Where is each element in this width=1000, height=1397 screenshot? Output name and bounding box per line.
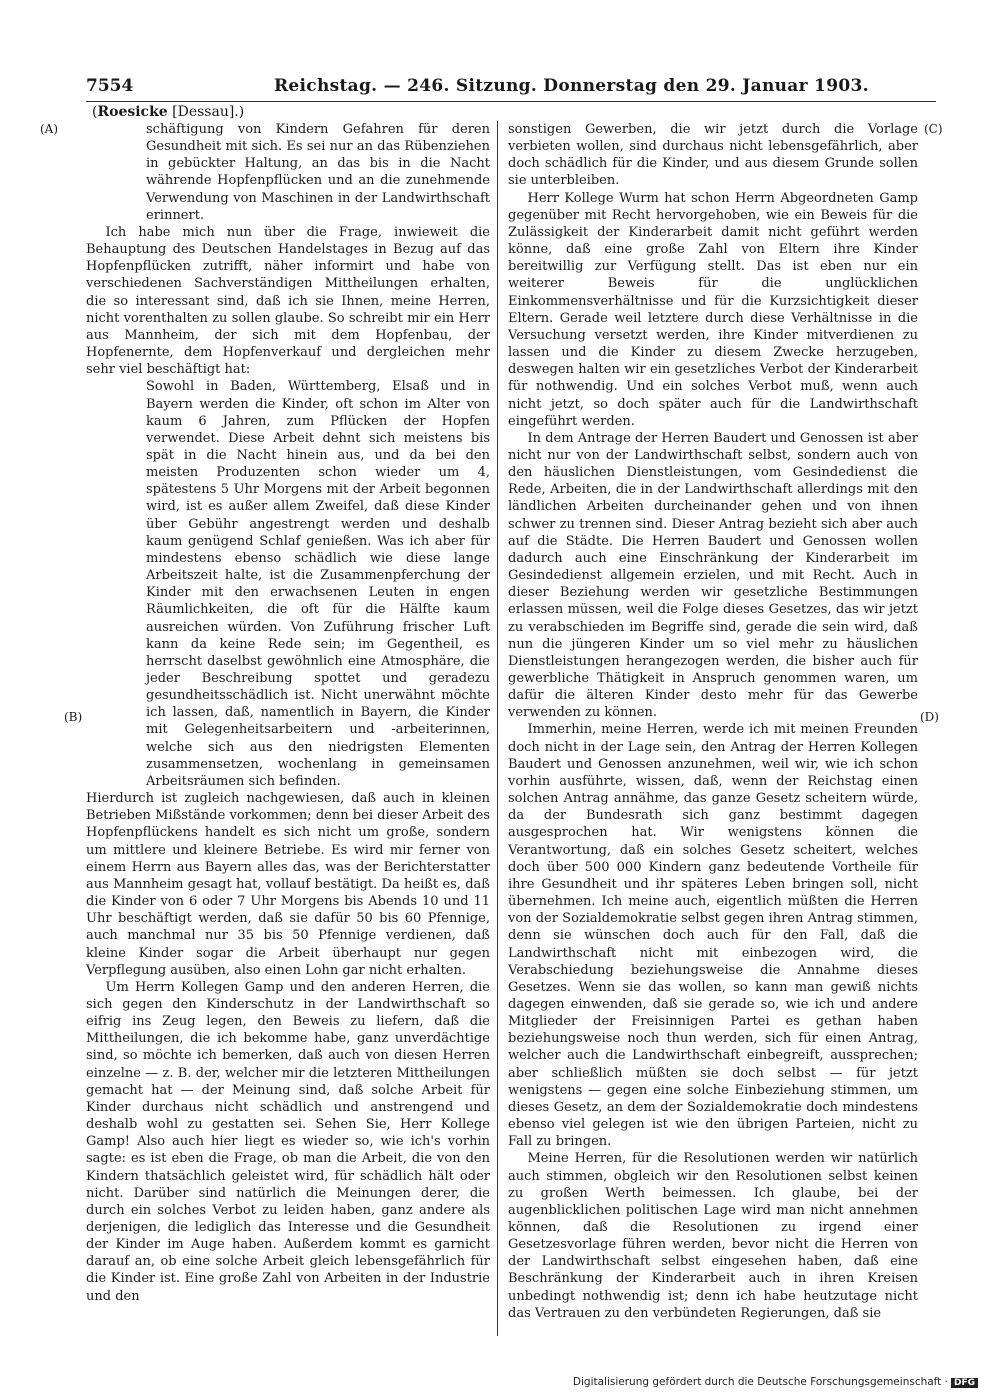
dfg-logo-icon: DFG (951, 1378, 978, 1388)
credit-text: Digitalisierung gefördert durch die Deutsche Forschungsgemeinschaft · (572, 1376, 948, 1388)
paragraph: Herr Kollege Wurm hat schon Herrn Abgeordneten Gamp gegenüber mit Recht hervorgehoben, wie ein Beweis für die Zulässigkeit der Kinderarbeit damit nicht geführt werden könne, daß eine große Zahl von Eltern ihre Kinder bereitwillig zur Verfügung stellt. Das ist eben nur ein weiterer Beweis für die unglücklichen Einkommensverhältnisse und für die Kurzsichtigkeit dieser Eltern. Gerade weil letztere durch diese Verhältnisse in die Versuchung versetzt werden, ihre Kinder mitverdienen zu lassen und die Kinder zu diesem Zwecke herzugeben, deswegen halten wir ein gesetzliches Verbot der Kinderarbeit für nothwendig. Und ein solches Verbot muß, wenn auch nicht jetzt, so doch später auch für die Landwirthschaft eingeführt werden. (508, 190, 918, 429)
quotation (146, 378, 490, 790)
paragraph: Meine Herren, für die Resolutionen werden wir natürlich auch stimmen, obgleich wir den Resolutionen selbst keinen zu großen Werth beimessen. Ich glaube, bei der augenblicklichen politischen Lage wird man nicht annehmen können, daß die Resolutionen zu irgend einer Gesetzesvorlage führen werden, bevor nicht die Herren von der Landwirthschaft selbst eingesehen haben, daß eine Beschränkung der Kinderarbeit auch in ihren Kreisen unbedingt nothwendig ist; denn ich habe heutzutage nicht das Vertrauen zu den verbündeten Regierungen, daß sie (508, 1151, 918, 1321)
page-header (86, 74, 936, 100)
column-divider (497, 121, 498, 1336)
left-column (86, 121, 490, 1305)
header-rule (86, 101, 936, 102)
quotation-text: Sowohl in Baden, Württemberg, Elsaß und in Bayern werden die Kinder, oft schon im Alter von kaum 6 Jahren, zum Pflücken der Hopfen verwendet. Diese Arbeit dehnt sich meistens bis spät in die Nacht hinein aus, und da bei den meisten Produzenten schon wieder um 4, spätestens 5 Uhr Morgens mit der Arbeit begonnen wird, ist es außer allem Zweifel, daß diese Kinder über Gebühr angestrengt werden und deshalb kaum genügend Schlaf genießen. Was ich aber für mindestens ebenso schädlich wie diese lange Arbeitszeit halte, ist die Zusammenpferchung der Kinder mit den erwachsenen Leuten in engen Räumlichkeiten, die oft für die Hälfte kaum ausreichen würden. Von Zuführung frischer Luft kann da keine Rede sein; im Gegentheil, es herrscht daselbst gewöhnlich eine Atmosphäre, die jeder Beschreibung spottet und geradezu gesundheitsschädlich ist. Nicht unerwähnt möchte ich lassen, daß, namentlich in Bayern, die Kinder mit Gelegenheitsarbeitern und -arbeiterinnen, welche sich aus den niedrigsten Elementen zusammensetzen, wochenlang in gemeinsamen Arbeitsräumen sich befinden. (146, 379, 490, 789)
speaker-line: (Roesicke [Dessau].) (92, 104, 245, 120)
page-number: 7554 (86, 76, 134, 96)
paragraph: In dem Antrage der Herren Baudert und Genossen ist aber nicht nur von der Landwirthschaft selbst, sondern auch von den häuslichen Dienstleistungen, vom Gesindedienst die Rede, Arbeiten, die in der Landwirthschaft allerdings mit den ländlichen Arbeiten durcheinander gehen und von ihnen schwer zu trennen sind. Dieser Antrag bezieht sich aber auch auf die Städte. Die Herren Baudert und Genossen wollen dadurch auch eine Einschränkung der Kinderarbeit im Gesindedienst allgemein erzielen, und mit Recht. Auch in dieser Beziehung werden wir gesetzliche Bestimmungen erlassen müssen, weil die Folge dieses Gesetzes, das wir jetzt zu verabschieden im Begriffe sind, gerade die sein wird, daß nun die jüngeren Kinder um so viel mehr zu häuslichen Dienstleistungen herangezogen werden, die bisher auch für gewerbliche Thätigkeit in Anspruch genommen waren, um dafür die älteren Kinder desto mehr für das Gewerbe verwenden zu können. (508, 430, 918, 721)
margin-marker-b: (B) (64, 710, 83, 724)
paragraph: Immerhin, meine Herren, werde ich mit meinen Freunden doch nicht in der Lage sein, den Antrag der Herren Kollegen Baudert und Genossen anzunehmen, weil wir, wie ich schon vorhin ausführte, wissen, daß, wenn der Reichstag einen solchen Antrag annähme, das ganze Gesetz scheitern würde, da der Bundesrath sich ganz bestimmt dagegen ausgesprochen hat. Wir wenigstens können die Verantwortung, daß ein solches Gesetz scheitert, welches doch über 500 000 Kindern ganz bedeutende Vortheile für ihre Gesundheit und ihr späteres Leben bringen soll, nicht übernehmen. Ich meine auch, eigentlich müßten die Herren von der Sozialdemokratie selbst gegen ihren Antrag stimmen, denn sie wünschen doch auch für den Fall, daß die Landwirthschaft nicht mit einbezogen wird, die Verabschiedung beziehungsweise die Annahme dieses Gesetzes. Wenn sie das wollen, so kann man gewiß nichts dagegen einwenden, daß sie gerade so, wie ich und andere Mitglieder der Freisinnigen Partei es gethan haben beziehungsweise noch thun werden, sich für einen Antrag, welcher auch die Landwirthschaft einbegreift, aussprechen; aber schließlich müßten sie doch selbst — für jetzt wenigstens — gegen eine solche Einbeziehung stimmen, um dieses Gesetz, an dem der Sozialdemokratie doch mindestens ebenso viel gelegen ist wie den übrigen Parteien, nicht zu Fall zu bringen. (508, 722, 918, 1150)
paragraph: schäftigung von Kindern Gefahren für deren Gesundheit mit sich. Es sei nur an das Rübenziehen in gebückter Haltung, an das bis in die Nacht währende Hopfenpflücken und an die zunehmende Verwendung von Maschinen in der Landwirthschaft erinnert. (146, 122, 490, 223)
running-title: Reichstag. — 246. Sitzung. Donnerstag den 29. Januar 1903. (274, 76, 869, 96)
speaker-name: Roesicke (97, 104, 168, 120)
paragraph: Um Herrn Kollegen Gamp und den anderen Herren, die sich gegen den Kinderschutz in der Landwirthschaft so eifrig ins Zeug legen, den Beweis zu liefern, daß die Mittheilungen, die ich bekomme habe, ganz unverdächtige sind, so möchte ich bemerken, daß auch von diesen Herren einzelne — z. B. der, welcher mir die letzteren Mittheilungen gemacht hat — der Meinung sind, daß solche Arbeit für Kinder durchaus nicht schädlich und anstrengend und deshalb wohl zu gestatten sei. Sehen Sie, Herr Kollege Gamp! Also auch hier liegt es wieder so, wie ich's vorhin sagte: es ist eben die Frage, ob man die Arbeit, die von den Kindern thatsächlich geleistet wird, für schädlich hält oder nicht. Darüber sind natürlich die Meinungen derer, die durch ein solches Verbot zu leiden haben, ganz andere als derjenigen, die lediglich das Interesse und die Gesundheit der Kinder im Auge haben. Außerdem kommt es garnicht darauf an, ob eine solche Arbeit gleich lebensgefährlich für die Kinder ist. Eine große Zahl von Arbeiten in der Industrie und den (86, 979, 490, 1304)
margin-marker-d: (D) (920, 710, 939, 724)
paragraph: Hierdurch ist zugleich nachgewiesen, daß auch in kleinen Betrieben Mißstände vorkommen; denn bei dieser Arbeit des Hopfenpflückens handelt es sich nicht um große, sondern um mittlere und kleinere Betriebe. Es wird mir ferner von einem Herrn aus Bayern alles das, was der Berichterstatter aus Mannheim gesagt hat, vollauf bestätigt. Da heißt es, daß die Kinder von 6 oder 7 Uhr Morgens bis Abends 10 und 11 Uhr beschäftigt werden, daß sie dafür 50 bis 60 Pfennige, auch manchmal nur 35 bis 50 Pfennige verdienen, daß kleine Kinder sogar die Arbeit überhaupt nur gegen Verpflegung ausüben, also einen Lohn gar nicht erhalten. (86, 791, 490, 978)
digitization-credit (573, 1376, 978, 1388)
right-column (508, 121, 918, 1322)
speaker-place: [Dessau].) (172, 104, 245, 120)
paragraph: sonstigen Gewerben, die wir jetzt durch die Vorlage verbieten wollen, sind durchaus nicht lebensgefährlich, aber doch schädlich für die Kinder, und aus diesem Grunde sollen sie unterbleiben. (508, 122, 918, 189)
margin-marker-a: (A) (40, 122, 59, 136)
margin-marker-c: (C) (924, 122, 943, 136)
paragraph: Ich habe mich nun über die Frage, inwieweit die Behauptung des Deutschen Handelstages in Bezug auf das Hopfenpflücken zutrifft, näher informirt und habe von verschiedenen Sachverständigen Mittheilungen erhalten, die so interessant sind, daß ich sie Ihnen, meine Herren, nicht vorenthalten zu sollen glaube. So schreibt mir ein Herr aus Mannheim, der sich mit dem Hopfenbau, der Hopfenernte, dem Hopfenverkauf und dergleichen mehr sehr viel beschäftigt hat: (86, 224, 490, 378)
